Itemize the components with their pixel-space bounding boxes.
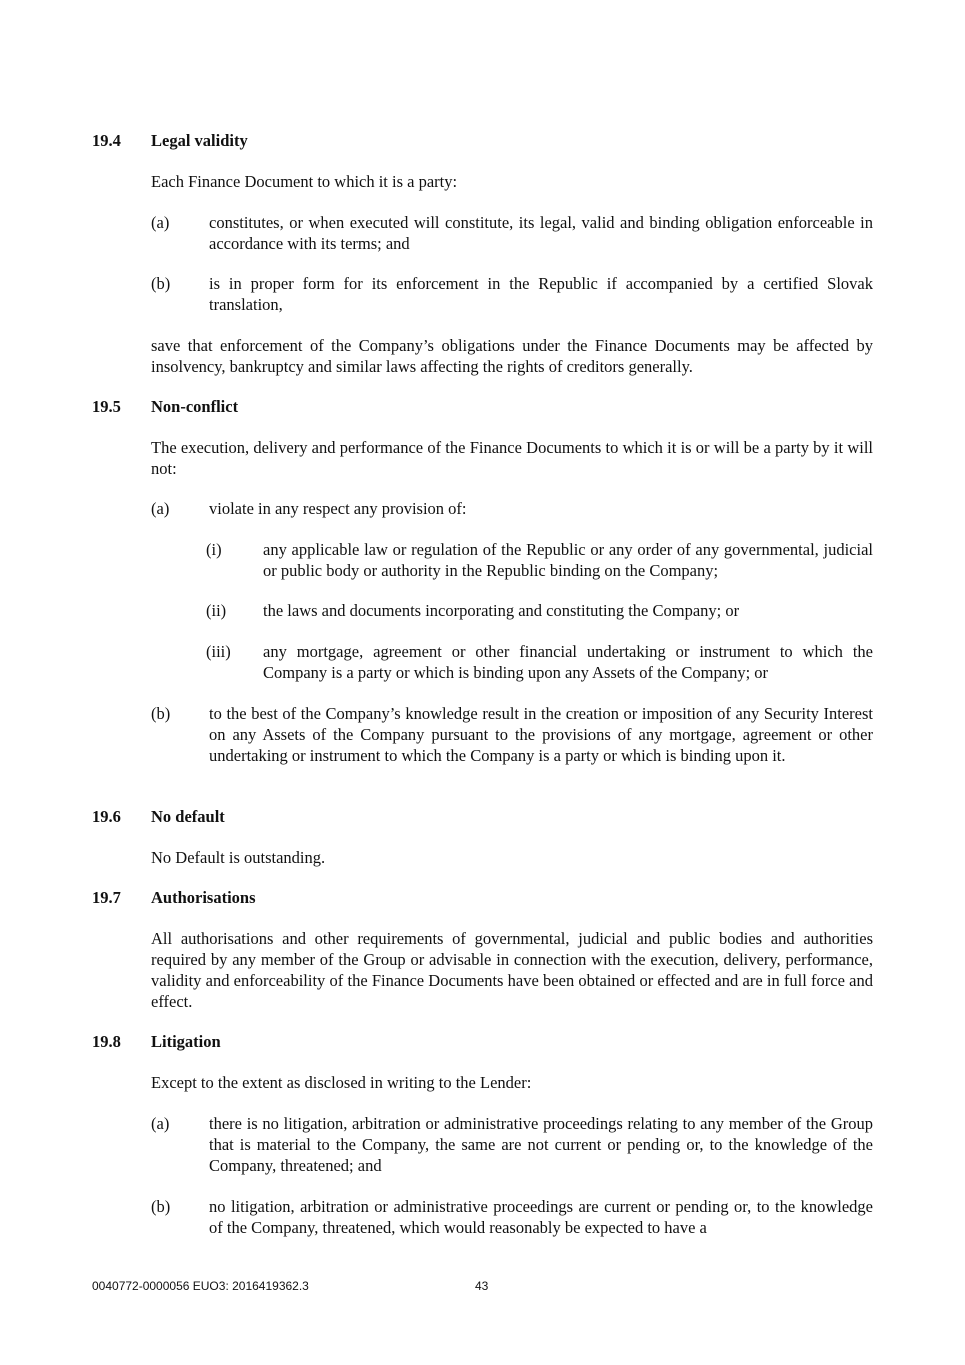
section-intro: The execution, delivery and performance of the Finance Documents to which it is or will be a party by it will not: (151, 438, 873, 478)
list-item (151, 1196, 873, 1238)
section-number: 19.6 (92, 807, 121, 826)
item-text: is in proper form for its enforcement in the Republic if accompanied by a certified Slovak translation, (209, 274, 873, 314)
section-number: 19.7 (92, 888, 121, 907)
item-label: (a) (151, 499, 170, 518)
section-heading-19-7 (92, 887, 256, 908)
section-title: Authorisations (151, 888, 256, 907)
section-title: No default (151, 807, 225, 826)
section-heading-19-4 (92, 130, 248, 151)
footer-page-number: 43 (475, 1279, 489, 1293)
item-text: violate in any respect any provision of: (209, 499, 467, 518)
section-closing: save that enforcement of the Company’s obligations under the Finance Documents may be affected by insolvency, bankruptcy and similar laws affecting the rights of creditors generally. (151, 336, 873, 376)
section-number: 19.5 (92, 397, 121, 416)
section-title: Non-conflict (151, 397, 239, 416)
sub-list-item (206, 641, 873, 683)
subitem-label: (iii) (206, 642, 231, 661)
section-heading-19-5 (92, 396, 238, 417)
sub-list-item (206, 539, 873, 581)
section-number: 19.8 (92, 1032, 121, 1051)
section-heading-19-8 (92, 1031, 221, 1052)
section-title: Legal validity (151, 131, 248, 150)
sub-list-item (206, 600, 873, 621)
item-label: (a) (151, 213, 170, 232)
section-title: Litigation (151, 1032, 221, 1051)
footer-doc-reference: 0040772-0000056 EUO3: 2016419362.3 (92, 1279, 309, 1293)
subitem-text: any mortgage, agreement or other financial undertaking or instrument to which the Company is a party or which is binding upon any Assets of the Company; or (263, 642, 873, 682)
list-item (151, 703, 873, 766)
section-number: 19.4 (92, 131, 121, 150)
item-label: (a) (151, 1114, 170, 1133)
list-item (151, 498, 873, 519)
item-text: there is no litigation, arbitration or administrative proceedings relating to any member of the Group that is material to the Company, the same are not current or pending or, to the knowledge of the Company, threatened; and (209, 1114, 873, 1175)
item-text: constitutes, or when executed will constitute, its legal, valid and binding obligation enforceable in accordance with its terms; and (209, 213, 873, 253)
item-text: to the best of the Company’s knowledge result in the creation or imposition of any Security Interest on any Assets of the Company pursuant to the provisions of any mortgage, agreement or other undertaking or instrument to which the Company is a party or which is binding upon it. (209, 704, 873, 765)
subitem-text: any applicable law or regulation of the Republic or any order of any governmental, judicial or public body or authority in the Republic binding on the Company; (263, 540, 873, 580)
subitem-label: (ii) (206, 601, 227, 620)
section-heading-19-6 (92, 806, 225, 827)
item-label: (b) (151, 704, 171, 723)
item-label: (b) (151, 274, 171, 293)
list-item (151, 212, 873, 254)
subitem-text: the laws and documents incorporating and constituting the Company; or (263, 601, 740, 620)
section-intro: Each Finance Document to which it is a party: (151, 172, 458, 191)
list-item (151, 273, 873, 315)
item-label: (b) (151, 1197, 171, 1216)
section-intro: No Default is outstanding. (151, 848, 326, 867)
subitem-label: (i) (206, 540, 222, 559)
list-item (151, 1113, 873, 1176)
section-intro: Except to the extent as disclosed in writing to the Lender: (151, 1073, 532, 1092)
item-text: no litigation, arbitration or administrative proceedings are current or pending or, to the knowledge of the Company, threatened, which would reasonably be expected to have a (209, 1197, 873, 1237)
section-intro: All authorisations and other requirements of governmental, judicial and public bodies and authorities required by any member of the Group or advisable in connection with the execution, delivery, performance, validity and enforceability of the Finance Documents have been obtained or effected and are in full force and effect. (151, 929, 873, 1011)
